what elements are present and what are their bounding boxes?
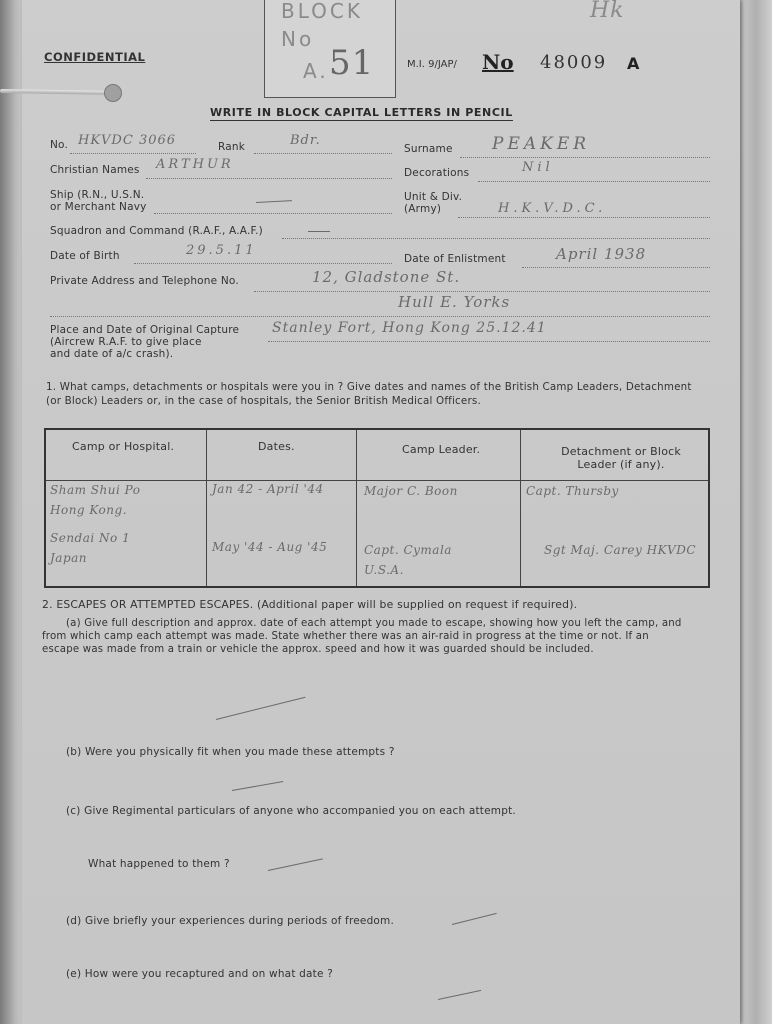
table-header-camp: Camp or Hospital. [72,440,175,453]
row2-leader: Capt. Cymala U.S.A. [364,543,452,577]
unit-label: Unit & Div. [404,191,463,203]
answer-a-dash [216,697,306,720]
ship-label: Ship (R.N., U.S.N. [50,189,145,201]
enlistment-label: Date of Enlistment [404,253,506,265]
no-label: No [482,50,514,74]
binding-knot [104,84,122,102]
camps-table [44,428,710,588]
row1-detachment: Capt. Thursby [526,484,619,498]
row2-detachment: Sgt Maj. Carey HKVDC [544,543,696,557]
answer-c-dash [268,858,323,871]
address-line-1: 12, Gladstone St. [312,268,461,286]
dob-value: 29.5.11 [186,243,257,258]
no-field-line [70,153,196,154]
instruction-heading: WRITE IN BLOCK CAPITAL LETTERS IN PENCIL [210,106,513,119]
christian-names-value: ARTHUR [156,157,234,172]
form-number: 48009 [540,52,608,73]
answer-b-dash [232,781,283,791]
ship-line [154,213,392,214]
stamp-number: 51 [329,43,375,83]
row2-camp: Sendai No 1 Japan [50,531,131,565]
dob-line [134,263,392,264]
surname-value: PEAKER [492,134,591,154]
question-1-text-2: (or Block) Leaders or, in the case of hospitals, the Senior British Medical Officers. [46,395,481,407]
christian-names-line [146,178,392,179]
capture-label-3: and date of a/c crash). [50,348,174,360]
address-line-2: Hull E. Yorks [398,293,511,311]
christian-names-label: Christian Names [50,164,140,176]
no-field-value: HKVDC 3066 [78,133,177,148]
capture-line [268,341,710,342]
table-header-leader: Camp Leader. [402,443,481,456]
table-col-divider [520,430,521,586]
classification-label: CONFIDENTIAL [44,50,146,64]
dob-label: Date of Birth [50,250,120,262]
rank-line [254,153,392,154]
row1-leader: Major C. Boon [364,484,458,498]
unit-value: H.K.V.D.C. [498,201,607,216]
question-2-title: 2. ESCAPES OR ATTEMPTED ESCAPES. (Additional paper will be supplied on request if required). [42,598,578,611]
question-1-text: 1. What camps, detachments or hospitals were you in ? Give dates and names of the British Camp Leaders, Detachment [46,381,692,393]
question-2a-text-3: escape was made from a train or vehicle the approx. speed and how it was guarded should be included. [42,644,594,655]
decorations-label: Decorations [404,167,470,179]
address-label: Private Address and Telephone No. [50,275,239,287]
decorations-value: Nil [522,160,554,175]
stamp-a-text: A. [303,59,329,83]
form-page [22,0,740,1024]
rank-value: Bdr. [290,133,321,148]
capture-label: Place and Date of Original Capture [50,324,240,336]
capture-label-2: (Aircrew R.A.F. to give place [50,336,202,348]
squadron-line [282,238,710,239]
ship-label-2: or Merchant Navy [50,201,147,213]
squadron-dash-mark [308,231,330,232]
table-header-dates: Dates. [258,440,295,453]
question-2c2-text: What happened to them ? [88,858,230,870]
mi-reference: M.I. 9/JAP/ [407,59,457,70]
stamp-block-text: BLOCK [281,0,363,23]
rank-label: Rank [218,141,246,153]
answer-e-dash [438,990,481,1000]
question-2a-text-1: (a) Give full description and approx. date of each attempt you made to escape, showing how you left the camp, and [66,618,682,629]
question-2e-text: (e) How were you recaptured and on what date ? [66,968,333,980]
squadron-label: Squadron and Command (R.A.F., A.A.F.) [50,225,263,237]
table-col-divider [356,430,357,586]
surname-line [460,157,710,158]
table-col-divider [206,430,207,586]
surname-label: Surname [404,143,453,155]
ship-dash-mark [256,200,292,203]
table-header-detachment: Detachment or Block Leader (if any). [561,445,681,471]
unit-line [458,217,710,218]
block-stamp [264,0,396,98]
enlistment-line [522,267,710,268]
answer-d-dash [452,913,497,925]
no-field-label: No. [50,139,69,151]
capture-value: Stanley Fort, Hong Kong 25.12.41 [272,320,547,336]
question-2b-text: (b) Were you physically fit when you made these attempts ? [66,746,395,758]
form-suffix: A [627,54,640,73]
row1-dates: Jan 42 - April '44 [212,482,324,496]
question-2c-text: (c) Give Regimental particulars of anyone who accompanied you on each attempt. [66,805,516,817]
question-2d-text: (d) Give briefly your experiences during periods of freedom. [66,915,395,927]
enlistment-value: April 1938 [556,245,647,263]
question-2a-text-2: from which camp each attempt was made. State whether there was an air-raid in progress at the time or not. If an [42,631,649,642]
row2-dates: May '44 - Aug '45 [212,540,328,554]
stamp-no-text: No [281,27,315,51]
row1-camp: Sham Shui Po Hong Kong. [50,483,141,517]
decorations-line [478,181,710,182]
corner-pencil-mark: Hk [590,0,625,23]
address-line-rule-1 [254,291,710,292]
unit-label-2: (Army) [404,203,442,215]
address-line-rule-2 [50,316,710,317]
